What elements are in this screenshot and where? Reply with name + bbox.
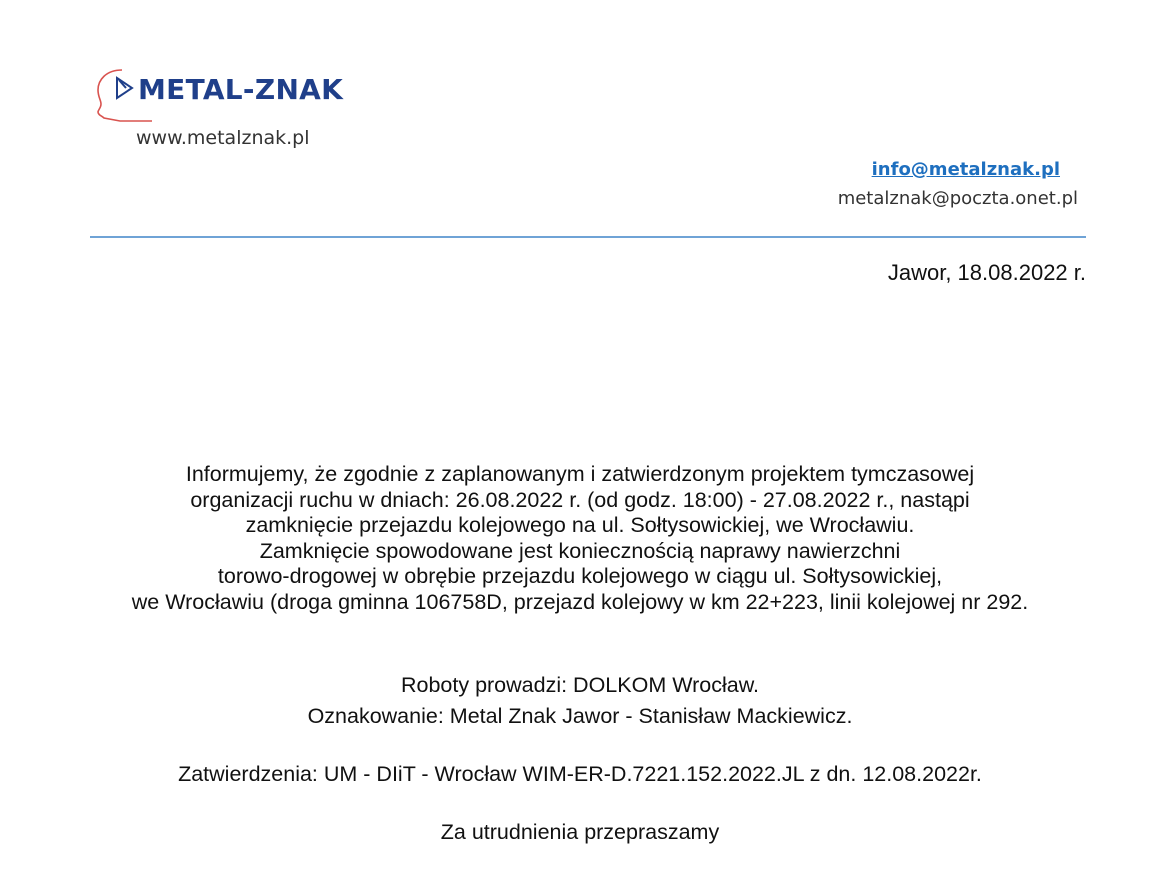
approval-line: Zatwierdzenia: UM - DIiT - Wrocław WIM-ER-D.7221.152.2022.JL z dn. 12.08.2022r. xyxy=(178,762,982,786)
logo-text: METAL-ZNAK xyxy=(138,73,344,106)
apology-line: Za utrudnienia przepraszamy xyxy=(440,820,720,844)
date-line: Jawor, 18.08.2022 r. xyxy=(887,260,1086,285)
email-link[interactable]: info@metalznak.pl xyxy=(871,159,1060,180)
marking-line: Oznakowanie: Metal Znak Jawor - Stanisław Mackiewicz. xyxy=(307,704,853,728)
announcement-body xyxy=(0,462,1160,615)
body-line: we Wrocławiu (droga gminna 106758D, przejazd kolejowy w km 22+223, linii kolejowej nr 292. xyxy=(131,589,1029,614)
email-alt[interactable]: metalznak@poczta.onet.pl xyxy=(837,188,1078,209)
contractor-line: Roboty prowadzi: DOLKOM Wrocław. xyxy=(400,673,760,697)
website-url[interactable]: www.metalznak.pl xyxy=(136,127,310,149)
body-line: Zamknięcie spowodowane jest koniecznością naprawy nawierzchni xyxy=(259,538,901,563)
body-line: Informujemy, że zgodnie z zaplanowanym i zatwierdzonym projektem tymczasowej xyxy=(185,462,975,486)
body-line: organizacji ruchu w dniach: 26.08.2022 r. (od godz. 18:00) - 27.08.2022 r., nastąpi xyxy=(190,487,970,512)
company-logo xyxy=(92,64,372,124)
body-line: torowo-drogowej w obrębie przejazdu kolejowego w ciągu ul. Sołtysowickiej, xyxy=(217,564,943,588)
header-divider xyxy=(90,236,1086,238)
body-line: zamknięcie przejazdu kolejowego na ul. Sołtysowickiej, we Wrocławiu. xyxy=(245,513,915,537)
